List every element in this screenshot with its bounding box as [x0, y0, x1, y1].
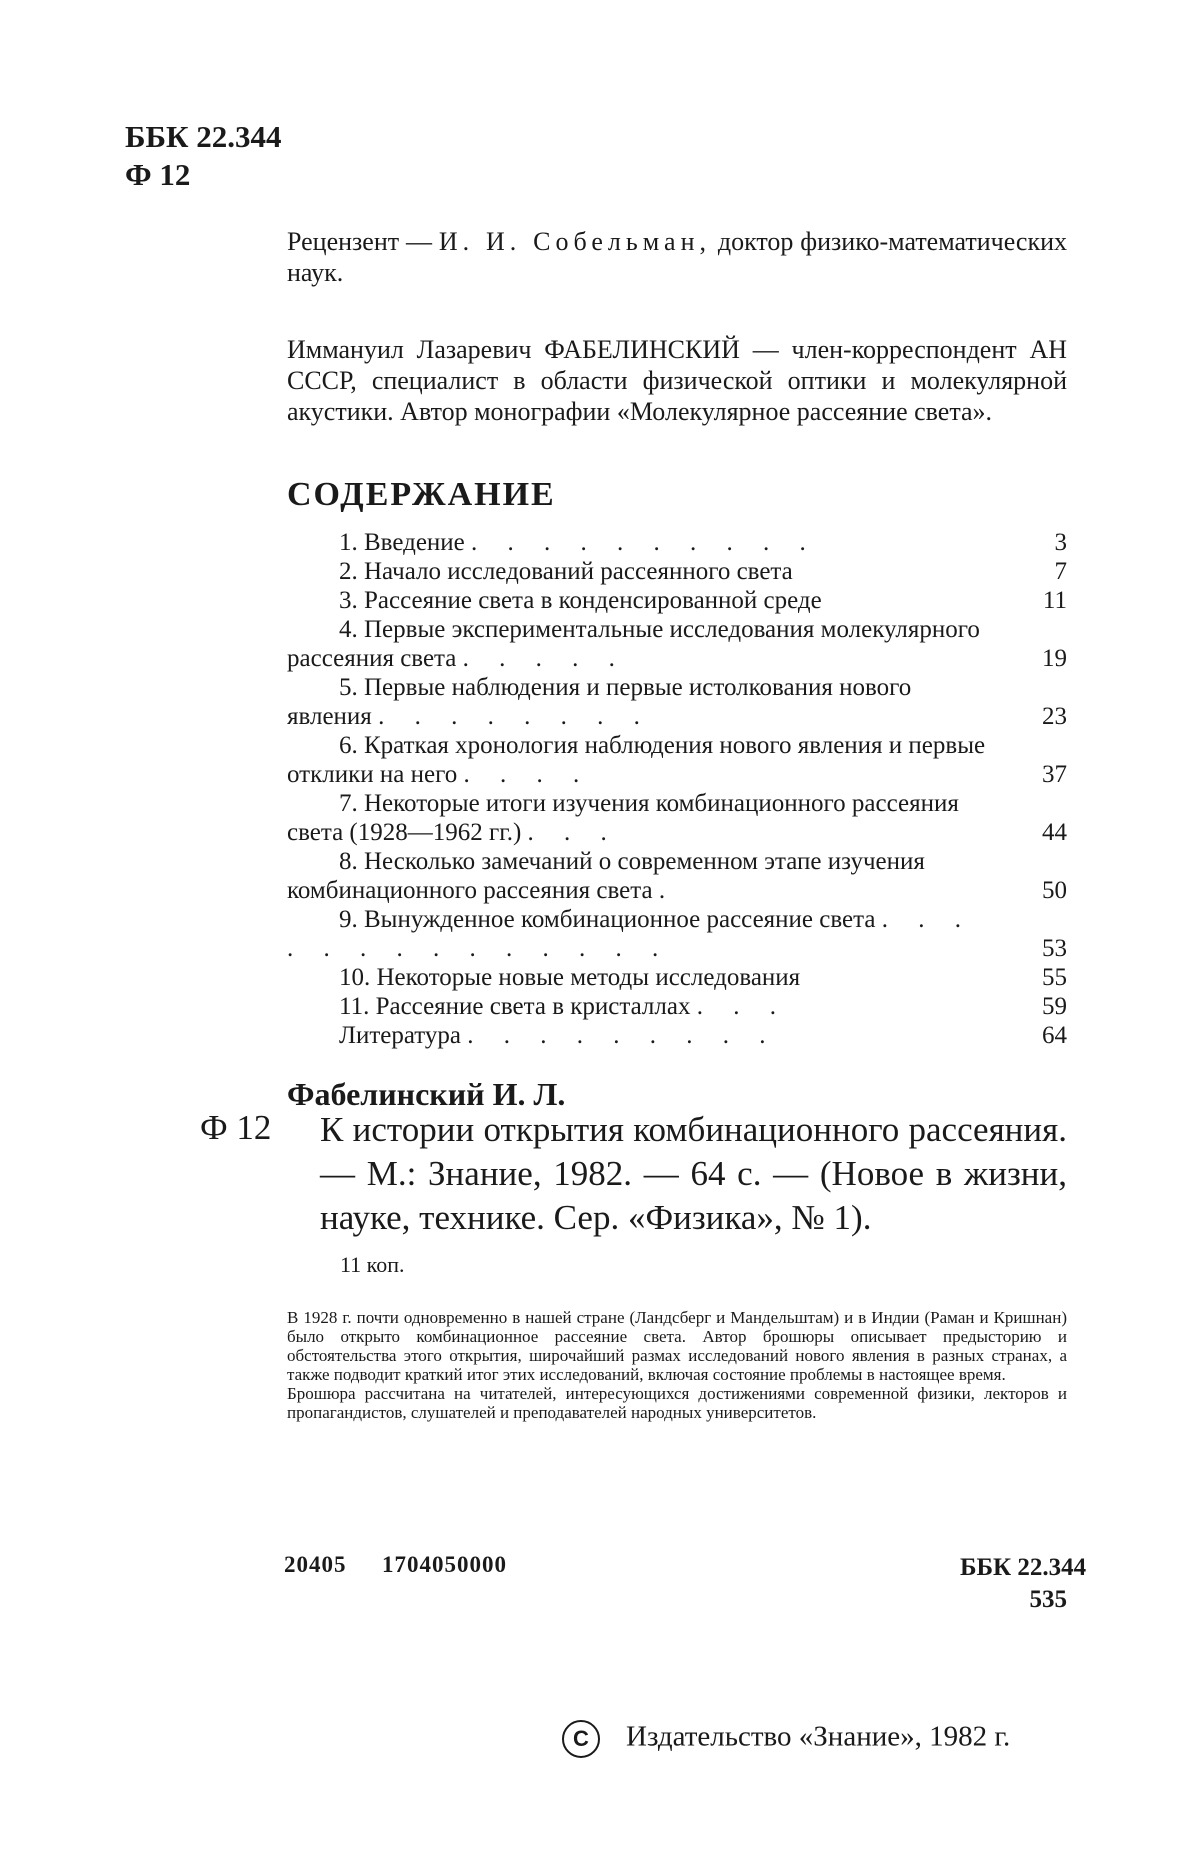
toc-entry-text: 8. Несколько замечаний о современном этапе изучения комбинационного рассеяния света: [287, 848, 925, 904]
toc-entry-text: 6. Краткая хронология наблюдения нового явления и первые отклики на него: [287, 732, 986, 788]
toc-entry-text: 3. Рассеяние света в конденсированной среде: [339, 587, 822, 614]
catalog-card-title: К истории открытия комбинационного рассеяния. — М.: Знание, 1982. — 64 с. — (Новое в жизни, науке, технике. Сер. «Физика», № 1).: [320, 1110, 1067, 1237]
toc-entry: [287, 586, 1067, 615]
toc-entry-page: 55: [1042, 964, 1067, 991]
toc-entry-text: 5. Первые наблюдения и первые истолкования нового явления: [287, 674, 912, 730]
reviewer-prefix: Рецензент —: [287, 227, 432, 256]
toc-entry-page: 64: [1042, 1022, 1067, 1049]
copyright-line: [562, 1720, 1010, 1758]
toc-entry: 5. Первые наблюдения и первые истолкования нового явления . . . . . . . . 23: [287, 674, 1067, 730]
reviewer-suffix: доктор физико-математических наук.: [287, 227, 1067, 287]
author-bio: Иммануил Лазаревич ФАБЕЛИНСКИЙ — член-корреспондент АН СССР, специалист в области физической оптики и молекулярной акустики. Автор монографии «Молекулярное рассеяние света».: [287, 335, 1067, 426]
toc-entry-text: 9. Вынужденное комбинационное рассеяние света: [339, 906, 876, 933]
toc-entry: Литература . . . . . . . . . 64: [339, 1022, 1067, 1049]
annotation-paragraph: Брошюра рассчитана на читателей, интересующихся достижениями современной физики, лекторов и пропагандистов, слушателей и преподавателей народных университетов.: [287, 1384, 1067, 1422]
toc-entry: 4. Первые экспериментальные исследования молекулярного рассеяния света . . . . . 19: [287, 616, 1067, 672]
copyright-icon: C: [562, 1720, 600, 1758]
publication-codes: [284, 1552, 507, 1578]
bbk-index: ББК 22.344: [960, 1554, 1087, 1581]
bbk-index-block: [960, 1552, 1087, 1616]
toc-entry-text: 7. Некоторые итоги изучения комбинационного рассеяния света (1928—1962 гг.): [287, 790, 959, 846]
bbk-code: ББК 22.344: [125, 119, 282, 154]
toc-entry-page: 44: [1042, 819, 1067, 846]
toc-entry-text: 2. Начало исследований рассеянного света: [339, 558, 793, 585]
toc-entry: 7. Некоторые итоги изучения комбинационного рассеяния света (1928—1962 гг.) . . . 44: [287, 790, 1067, 846]
udc-index: 535: [1029, 1586, 1067, 1613]
table-of-contents: [287, 528, 1067, 1050]
toc-entry-text: 10. Некоторые новые методы исследования: [339, 964, 801, 991]
toc-entry-page: 50: [1042, 877, 1067, 904]
toc-entry: [287, 963, 1067, 992]
toc-entry: 6. Краткая хронология наблюдения нового явления и первые отклики на него . . . . 37: [287, 732, 1067, 788]
toc-heading: СОДЕРЖАНИЕ: [287, 476, 556, 513]
toc-entry-page: 11: [1042, 587, 1067, 614]
author-code: Ф 12: [125, 157, 191, 192]
bbk-classification: [125, 118, 281, 194]
toc-entry-page: 7: [1054, 558, 1067, 585]
toc-entry-text: 11. Рассеяние света в кристаллах: [339, 993, 691, 1020]
catalog-card-author: Фабелинский И. Л.: [287, 1076, 566, 1112]
reviewer-name: И. И. Собельман,: [438, 227, 711, 256]
toc-entry-page: 23: [1042, 703, 1067, 730]
annotation-paragraph: В 1928 г. почти одновременно в нашей стране (Ландсберг и Мандельштам) и в Индии (Раман и Кришнан) было открыто комбинационное рассеяние света. Автор брошюры описывает предысторию и обстоятельства этого открытия, широчайший размах исследований нового явления в разных странах, а также подводит краткий итог этих исследований, включая состояние проблемы в настоящее время.: [287, 1308, 1067, 1384]
toc-entry-page: 53: [1042, 935, 1067, 962]
toc-entry: 1. Введение . . . . . . . . . . 3: [339, 529, 1067, 556]
copyright-text: Издательство «Знание», 1982 г.: [626, 1720, 1011, 1753]
toc-entry-text: 1. Введение: [339, 529, 465, 556]
toc-entry-text: Литература: [339, 1022, 461, 1049]
catalog-card-code: Ф 12: [200, 1108, 272, 1147]
toc-entry-page: 19: [1042, 645, 1067, 672]
toc-entry-page: 59: [1042, 993, 1067, 1020]
toc-entry: 8. Несколько замечаний о современном этапе изучения комбинационного рассеяния света . 50: [287, 848, 1067, 904]
code-number: 20405: [284, 1552, 347, 1577]
toc-entry-page: 37: [1042, 761, 1067, 788]
toc-entry-page: 3: [1054, 529, 1067, 556]
toc-entry-text: 4. Первые экспериментальные исследования молекулярного рассеяния света: [287, 616, 980, 672]
price: 11 коп.: [340, 1252, 405, 1277]
annotation: [287, 1308, 1067, 1422]
toc-entry: 11. Рассеяние света в кристаллах . . . 59: [339, 993, 1067, 1020]
code-number: 1704050000: [382, 1552, 507, 1577]
toc-entry: 9. Вынужденное комбинационное рассеяние света . . . . . . . . . . . . . . 53: [287, 906, 1067, 962]
reviewer-line: [287, 226, 1067, 288]
toc-entry: [287, 557, 1067, 586]
